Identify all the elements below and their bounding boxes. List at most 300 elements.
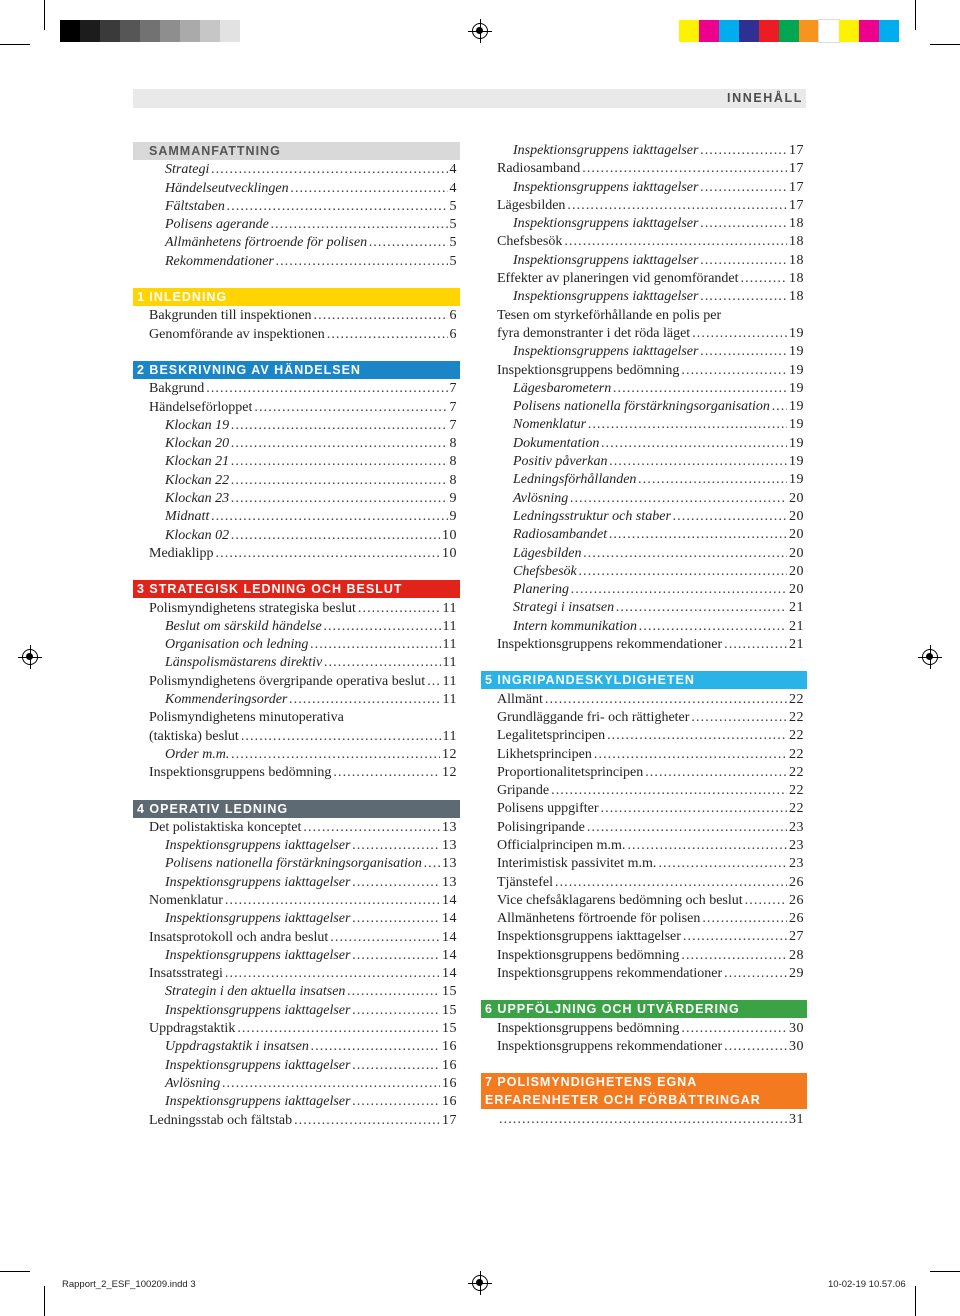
toc-entry-title: Händelseförloppet bbox=[149, 399, 253, 415]
toc-entry-title: Insatsprotokoll och andra beslut bbox=[149, 929, 329, 945]
toc-entry[interactable] bbox=[481, 618, 807, 636]
dot-leader bbox=[616, 599, 787, 617]
toc-entry[interactable] bbox=[133, 673, 460, 691]
toc-entry[interactable] bbox=[481, 398, 807, 416]
toc-entry-page-number: 14 bbox=[442, 966, 457, 982]
toc-entry[interactable] bbox=[481, 855, 807, 873]
color-swatch bbox=[699, 20, 719, 42]
dot-leader bbox=[352, 1057, 440, 1075]
toc-entry[interactable] bbox=[481, 508, 807, 526]
dot-leader bbox=[231, 453, 447, 471]
toc-entry-title: Inspektionsgruppens bedömning bbox=[497, 947, 680, 963]
toc-entry-page-number: 18 bbox=[789, 289, 804, 305]
dot-leader bbox=[555, 874, 787, 892]
toc-entry-title: Ledningsförhållanden bbox=[513, 472, 637, 488]
toc-entry[interactable] bbox=[481, 435, 807, 453]
toc-entry-page-number: 23 bbox=[789, 837, 804, 853]
toc-entry-page-number: 11 bbox=[442, 600, 457, 616]
toc-entry-page-number: 5 bbox=[449, 217, 457, 233]
toc-entry[interactable] bbox=[133, 326, 460, 344]
toc-entry-title: Chefsbesök bbox=[497, 234, 563, 250]
dot-leader bbox=[700, 179, 787, 197]
section-heading: 1 INLEDNING bbox=[133, 288, 460, 306]
gray-swatch bbox=[160, 20, 180, 42]
toc-entry-page-number: 6 bbox=[449, 326, 457, 342]
toc-entry-page-number: 10 bbox=[442, 545, 457, 561]
toc-entry-title: Inspektionsgruppens iakttagelser bbox=[165, 874, 351, 890]
toc-entry[interactable] bbox=[481, 471, 807, 489]
toc-entry[interactable] bbox=[133, 746, 460, 764]
toc-entry-page-number: 7 bbox=[449, 381, 457, 397]
toc-entry[interactable] bbox=[481, 380, 807, 398]
color-swatch bbox=[679, 20, 699, 42]
toc-entry-page-number: 21 bbox=[789, 618, 804, 634]
dot-leader bbox=[583, 545, 787, 563]
toc-entry-title: Inspektionsgruppens iakttagelser bbox=[513, 216, 699, 232]
toc-entry-page-number: 6 bbox=[449, 308, 457, 324]
toc-entry-page-number: 21 bbox=[789, 600, 804, 616]
toc-entry-title: Klockan 02 bbox=[165, 527, 230, 543]
toc-entry[interactable] bbox=[133, 399, 460, 417]
color-swatch bbox=[839, 20, 859, 42]
toc-entry[interactable] bbox=[481, 215, 807, 233]
gray-swatch bbox=[60, 20, 80, 42]
toc-entry-title: Polismyndighetens strategiska beslut bbox=[149, 600, 356, 616]
gray-swatch bbox=[100, 20, 120, 42]
toc-entry-page-number: 20 bbox=[789, 490, 804, 506]
dot-leader bbox=[291, 180, 448, 198]
toc-entry[interactable] bbox=[133, 728, 460, 746]
toc-entry[interactable] bbox=[133, 874, 460, 892]
toc-entry-title: Inspektionsgruppens iakttagelser bbox=[165, 947, 351, 963]
dot-leader bbox=[352, 947, 440, 965]
section-heading: 5 INGRIPANDESKYLDIGHETEN bbox=[481, 671, 807, 689]
dot-leader bbox=[314, 307, 448, 325]
toc-entry-page-number: 14 bbox=[442, 911, 457, 927]
dot-leader bbox=[594, 746, 787, 764]
toc-entry-title: Inspektionsgruppens iakttagelser bbox=[165, 1002, 351, 1018]
dot-leader bbox=[231, 746, 440, 764]
page-title: INNEHÅLL bbox=[727, 91, 803, 105]
toc-entry-page-number: 16 bbox=[442, 1057, 457, 1073]
toc-entry[interactable] bbox=[481, 782, 807, 800]
toc-entry-page-number: 5 bbox=[449, 198, 457, 214]
toc-entry-title: Polisingripande bbox=[497, 819, 585, 835]
toc-entry-title: Proportionalitetsprincipen bbox=[497, 764, 644, 780]
toc-entry[interactable] bbox=[133, 216, 460, 234]
toc-entry-title: Insatsstrategi bbox=[149, 966, 223, 982]
dot-leader bbox=[609, 453, 787, 471]
dot-leader bbox=[352, 837, 440, 855]
toc-entry[interactable] bbox=[133, 545, 460, 563]
registration-mark-icon bbox=[922, 649, 938, 665]
dot-leader bbox=[571, 581, 787, 599]
dot-leader bbox=[613, 380, 787, 398]
color-swatch bbox=[779, 20, 799, 42]
toc-entry[interactable] bbox=[481, 252, 807, 270]
toc-entry[interactable] bbox=[133, 1020, 460, 1038]
toc-entry-page-number: 8 bbox=[449, 472, 457, 488]
dot-leader bbox=[222, 1075, 440, 1093]
toc-entry-title: Fältstaben bbox=[165, 198, 225, 214]
toc-entry-title: Polisens nationella förstärkningsorganisation bbox=[513, 399, 770, 415]
toc-entry[interactable] bbox=[481, 709, 807, 727]
toc-entry-title: Lägesbilden bbox=[513, 545, 582, 561]
crop-mark bbox=[930, 44, 960, 45]
toc-entry-title: Inspektionsgruppens iakttagelser bbox=[165, 911, 351, 927]
toc-entry-page-number: 22 bbox=[789, 709, 804, 725]
toc-entry[interactable] bbox=[133, 1112, 460, 1130]
toc-entry-page-number: 20 bbox=[789, 508, 804, 524]
gray-swatch bbox=[140, 20, 160, 42]
toc-entry[interactable] bbox=[481, 416, 807, 434]
dot-leader bbox=[231, 472, 447, 490]
toc-entry-page-number: 21 bbox=[789, 637, 804, 653]
toc-entry[interactable] bbox=[481, 581, 807, 599]
dot-leader bbox=[311, 1038, 440, 1056]
toc-entry-page-number: 19 bbox=[789, 399, 804, 415]
dot-leader bbox=[352, 874, 440, 892]
dot-leader bbox=[724, 636, 787, 654]
color-swatch bbox=[759, 20, 779, 42]
toc-entry-page-number: 19 bbox=[789, 454, 804, 470]
toc-entry[interactable] bbox=[481, 362, 807, 380]
gray-swatch bbox=[180, 20, 200, 42]
toc-entry[interactable] bbox=[133, 636, 460, 654]
toc-entry[interactable] bbox=[133, 855, 460, 873]
toc-entry-page-number: 17 bbox=[789, 179, 804, 195]
dot-leader bbox=[327, 326, 448, 344]
toc-entry[interactable] bbox=[481, 142, 807, 160]
toc-entry[interactable] bbox=[133, 600, 460, 618]
toc-entry[interactable] bbox=[133, 965, 460, 983]
dot-leader bbox=[724, 1038, 787, 1056]
toc-entry-title: Inspektionsgruppens iakttagelser bbox=[513, 179, 699, 195]
toc-entry-page-number: 12 bbox=[442, 765, 457, 781]
toc-entry[interactable] bbox=[481, 179, 807, 197]
dot-leader bbox=[645, 764, 787, 782]
toc-entry[interactable] bbox=[133, 764, 460, 782]
toc-entry-title: Inspektionsgruppens bedömning bbox=[497, 1020, 680, 1036]
toc-entry[interactable] bbox=[133, 417, 460, 435]
toc-entry[interactable] bbox=[481, 874, 807, 892]
toc-entry-page-number: 22 bbox=[789, 764, 804, 780]
toc-entry-page-number: 11 bbox=[442, 618, 457, 634]
toc-entry-page-number: 16 bbox=[442, 1094, 457, 1110]
toc-entry-title: Avlösning bbox=[165, 1075, 221, 1091]
toc-entry-page-number: 13 bbox=[442, 838, 457, 854]
toc-entry-title: Interimistisk passivitet m.m. bbox=[497, 856, 657, 872]
toc-entry[interactable] bbox=[133, 380, 460, 398]
toc-entry-page-number: 18 bbox=[789, 216, 804, 232]
toc-entry[interactable] bbox=[481, 545, 807, 563]
section-heading: 2 BESKRIVNING AV HÄNDELSEN bbox=[133, 361, 460, 379]
toc-entry[interactable] bbox=[481, 819, 807, 837]
toc-entry[interactable] bbox=[133, 1075, 460, 1093]
toc-entry-title: Inspektionsgruppens iakttagelser bbox=[513, 252, 699, 268]
toc-entry-page-number: 11 bbox=[442, 655, 457, 671]
toc-entry-page-number: 17 bbox=[789, 143, 804, 158]
dot-leader bbox=[227, 198, 448, 216]
toc-entry-title: Inspektionsgruppens iakttagelser bbox=[513, 344, 699, 360]
toc-entry-title: Länspolismästarens direktiv bbox=[165, 655, 323, 671]
toc-entry-page-number: 17 bbox=[442, 1112, 457, 1128]
toc-entry-page-number: 18 bbox=[789, 271, 804, 287]
registration-mark-icon bbox=[472, 1275, 488, 1291]
dot-leader bbox=[358, 600, 441, 618]
dot-leader bbox=[545, 691, 787, 709]
dot-leader bbox=[352, 1093, 440, 1111]
toc-entry-page-number: 13 bbox=[442, 856, 457, 872]
toc-entry[interactable] bbox=[133, 253, 460, 271]
toc-entry-page-number: 19 bbox=[789, 472, 804, 488]
dot-leader bbox=[237, 1020, 440, 1038]
toc-entry-title: Mediaklipp bbox=[149, 545, 214, 561]
footer-timestamp: 10-02-19 10.57.06 bbox=[828, 1279, 906, 1290]
toc-entry-page-number: 15 bbox=[442, 984, 457, 1000]
toc-entry-page-number: 20 bbox=[789, 582, 804, 598]
toc-entry[interactable] bbox=[133, 161, 460, 179]
toc-entry[interactable] bbox=[481, 746, 807, 764]
dot-leader bbox=[231, 527, 440, 545]
toc-entry-title: Inspektionsgruppens iakttagelser bbox=[165, 838, 351, 854]
toc-entry-title: Lägesbarometern bbox=[513, 380, 612, 396]
toc-entry-page-number: 22 bbox=[789, 801, 804, 817]
color-swatch bbox=[879, 20, 899, 42]
toc-entry-page-number: 19 bbox=[789, 435, 804, 451]
dot-leader bbox=[681, 1020, 787, 1038]
toc-entry-page-number: 4 bbox=[449, 162, 457, 178]
toc-entry[interactable] bbox=[133, 490, 460, 508]
toc-entry-page-number: 13 bbox=[442, 819, 457, 835]
toc-entry[interactable] bbox=[133, 618, 460, 636]
toc-entry-page-number: 23 bbox=[789, 856, 804, 872]
toc-entry[interactable] bbox=[133, 527, 460, 545]
crop-mark bbox=[0, 44, 30, 45]
toc-entry[interactable] bbox=[481, 307, 807, 325]
toc-entry-title: Nomenklatur bbox=[513, 417, 587, 433]
toc-entry[interactable] bbox=[133, 453, 460, 471]
registration-mark-icon bbox=[22, 649, 38, 665]
toc-entry-page-number: 9 bbox=[449, 509, 457, 525]
toc-entry[interactable] bbox=[133, 307, 460, 325]
toc-entry-title: Klockan 19 bbox=[165, 417, 230, 433]
toc-entry-page-number: 11 bbox=[442, 673, 457, 689]
dot-leader bbox=[324, 618, 441, 636]
toc-entry-page-number: 20 bbox=[789, 563, 804, 579]
toc-entry[interactable] bbox=[133, 1057, 460, 1075]
toc-entry-page-number: 20 bbox=[789, 527, 804, 543]
dot-leader bbox=[691, 709, 787, 727]
toc-entry-title: Bakgrunden till inspektionen bbox=[149, 308, 312, 324]
dot-leader bbox=[294, 1112, 440, 1130]
toc-entry[interactable] bbox=[481, 343, 807, 361]
toc-entry[interactable] bbox=[481, 233, 807, 251]
toc-entry[interactable] bbox=[481, 1038, 807, 1056]
toc-entry-page-number: 15 bbox=[442, 1002, 457, 1018]
toc-entry-title: (taktiska) beslut bbox=[149, 728, 239, 744]
toc-entry-page-number: 5 bbox=[449, 235, 457, 251]
toc-entry-page-number: 9 bbox=[449, 491, 457, 507]
toc-entry[interactable] bbox=[481, 288, 807, 306]
toc-entry[interactable] bbox=[133, 508, 460, 526]
toc-entry-title: Intern kommunikation bbox=[513, 618, 638, 634]
toc-entry[interactable] bbox=[133, 1002, 460, 1020]
dot-leader bbox=[231, 490, 447, 508]
toc-entry[interactable] bbox=[133, 892, 460, 910]
toc-entry-title: Effekter av planeringen vid genomförandet bbox=[497, 271, 739, 287]
toc-entry-page-number: 22 bbox=[789, 783, 804, 799]
toc-entry[interactable] bbox=[133, 709, 460, 727]
crop-mark bbox=[0, 1271, 30, 1272]
crop-mark bbox=[44, 1286, 45, 1316]
toc-entry[interactable] bbox=[133, 929, 460, 947]
dot-leader bbox=[700, 252, 787, 270]
toc-entry-page-number: 10 bbox=[442, 527, 457, 543]
toc-entry-page-number: 17 bbox=[789, 197, 804, 213]
crop-mark bbox=[44, 0, 45, 30]
toc-entry-title: Strategi bbox=[165, 162, 210, 178]
toc-entry[interactable] bbox=[133, 983, 460, 1001]
dot-leader bbox=[216, 545, 440, 563]
toc-entry-title: Bakgrund bbox=[149, 381, 205, 397]
toc-entry[interactable] bbox=[481, 965, 807, 983]
toc-entry[interactable] bbox=[481, 691, 807, 709]
toc-entry-page-number: 19 bbox=[789, 325, 804, 341]
toc-entry[interactable] bbox=[133, 435, 460, 453]
toc-entry[interactable] bbox=[481, 928, 807, 946]
dot-leader bbox=[424, 855, 440, 873]
toc-entry-page-number: 19 bbox=[789, 417, 804, 433]
dot-leader bbox=[681, 947, 787, 965]
toc-entry[interactable] bbox=[481, 800, 807, 818]
toc-entry-title: Polismyndighetens minutoperativa bbox=[149, 710, 344, 726]
toc-entry-title: Chefsbesök bbox=[513, 563, 577, 579]
dot-leader bbox=[700, 142, 787, 160]
dot-leader bbox=[310, 636, 440, 654]
dot-leader bbox=[289, 691, 440, 709]
toc-entry[interactable] bbox=[481, 947, 807, 965]
toc-entry-title: Uppdragstaktik i insatsen bbox=[165, 1039, 309, 1055]
dot-leader bbox=[211, 508, 447, 526]
toc-entry-title: Legalitetsprincipen bbox=[497, 728, 606, 744]
toc-entry-title: Polismyndighetens övergripande operativa beslut bbox=[149, 673, 426, 689]
toc-entry[interactable] bbox=[133, 180, 460, 198]
toc-entry-title: Dokumentation bbox=[513, 435, 600, 451]
toc-entry-page-number: 7 bbox=[449, 399, 457, 415]
dot-leader bbox=[225, 892, 440, 910]
dot-leader bbox=[601, 435, 787, 453]
dot-leader bbox=[427, 673, 440, 691]
toc-entry-page-number: 16 bbox=[442, 1039, 457, 1055]
toc-entry[interactable] bbox=[481, 197, 807, 215]
dot-leader bbox=[499, 1111, 787, 1129]
toc-entry-page-number: 5 bbox=[449, 253, 457, 269]
toc-entry[interactable] bbox=[481, 526, 807, 544]
color-swatch bbox=[719, 20, 739, 42]
dot-leader bbox=[587, 819, 787, 837]
dot-leader bbox=[700, 215, 787, 233]
toc-entry[interactable] bbox=[481, 453, 807, 471]
dot-leader bbox=[330, 929, 440, 947]
dot-leader bbox=[276, 253, 448, 271]
toc-entry[interactable] bbox=[133, 1093, 460, 1111]
section-heading: 6 UPPFÖLJNING OCH UTVÄRDERING bbox=[481, 1000, 807, 1018]
toc-entry[interactable] bbox=[481, 892, 807, 910]
toc-entry[interactable] bbox=[481, 910, 807, 928]
dot-leader bbox=[702, 910, 787, 928]
toc-entry-title: Inspektionsgruppens iakttagelser bbox=[497, 929, 681, 945]
dot-leader bbox=[741, 270, 787, 288]
toc-entry-page-number: 26 bbox=[789, 874, 804, 890]
toc-entry[interactable] bbox=[133, 198, 460, 216]
dot-leader bbox=[369, 234, 447, 252]
toc-entry[interactable] bbox=[481, 563, 807, 581]
dot-leader bbox=[206, 380, 447, 398]
toc-entry[interactable] bbox=[481, 599, 807, 617]
toc-entry-title: Klockan 22 bbox=[165, 472, 230, 488]
toc-entry[interactable] bbox=[481, 837, 807, 855]
toc-entry[interactable] bbox=[133, 234, 460, 252]
toc-entry[interactable] bbox=[481, 490, 807, 508]
dot-leader bbox=[607, 727, 787, 745]
toc-entry[interactable] bbox=[481, 270, 807, 288]
gray-swatch bbox=[120, 20, 140, 42]
toc-entry-title: Allmänt bbox=[497, 691, 543, 707]
dot-leader bbox=[683, 928, 787, 946]
toc-entry-page-number: 19 bbox=[789, 362, 804, 378]
toc-entry[interactable] bbox=[481, 727, 807, 745]
gray-swatch bbox=[80, 20, 100, 42]
toc-entry-title: Beslut om särskild händelse bbox=[165, 618, 322, 634]
dot-leader bbox=[673, 508, 787, 526]
toc-entry[interactable] bbox=[481, 636, 807, 654]
toc-entry-page-number: 14 bbox=[442, 892, 457, 908]
toc-entry[interactable] bbox=[481, 764, 807, 782]
toc-entry-title: Order m.m. bbox=[165, 746, 230, 762]
toc-entry-page-number: 11 bbox=[442, 728, 457, 744]
toc-entry-title: Rekommendationer bbox=[165, 253, 274, 269]
toc-entry[interactable] bbox=[133, 947, 460, 965]
toc-entry[interactable] bbox=[133, 1038, 460, 1056]
toc-entry[interactable] bbox=[481, 325, 807, 343]
toc-entry-title: Lägesbilden bbox=[497, 197, 566, 213]
toc-entry[interactable] bbox=[133, 910, 460, 928]
toc-entry[interactable] bbox=[133, 654, 460, 672]
toc-entry-title: Radiosamband bbox=[497, 161, 581, 177]
crop-mark bbox=[915, 0, 916, 30]
toc-entry-title: Genomförande av inspektionen bbox=[149, 326, 325, 342]
toc-entry-page-number: 18 bbox=[789, 234, 804, 250]
toc-entry-title: Inspektionsgruppens iakttagelser bbox=[513, 143, 699, 158]
toc-entry[interactable] bbox=[133, 837, 460, 855]
dot-leader bbox=[609, 526, 787, 544]
toc-entry-title: Tjänstefel bbox=[497, 874, 553, 890]
toc-entry[interactable] bbox=[133, 691, 460, 709]
toc-entry-page-number: 17 bbox=[789, 161, 804, 177]
toc-entry[interactable] bbox=[481, 160, 807, 178]
dot-leader bbox=[254, 399, 447, 417]
page-header-bar bbox=[133, 89, 806, 108]
toc-entry[interactable] bbox=[133, 472, 460, 490]
toc-entry[interactable] bbox=[481, 1020, 807, 1038]
toc-column-right bbox=[481, 142, 807, 1129]
section-heading: SAMMANFATTNING bbox=[133, 142, 460, 160]
dot-leader bbox=[211, 161, 447, 179]
toc-entry-page-number: 16 bbox=[442, 1075, 457, 1091]
toc-entry[interactable] bbox=[481, 1111, 807, 1129]
toc-entry[interactable] bbox=[133, 819, 460, 837]
